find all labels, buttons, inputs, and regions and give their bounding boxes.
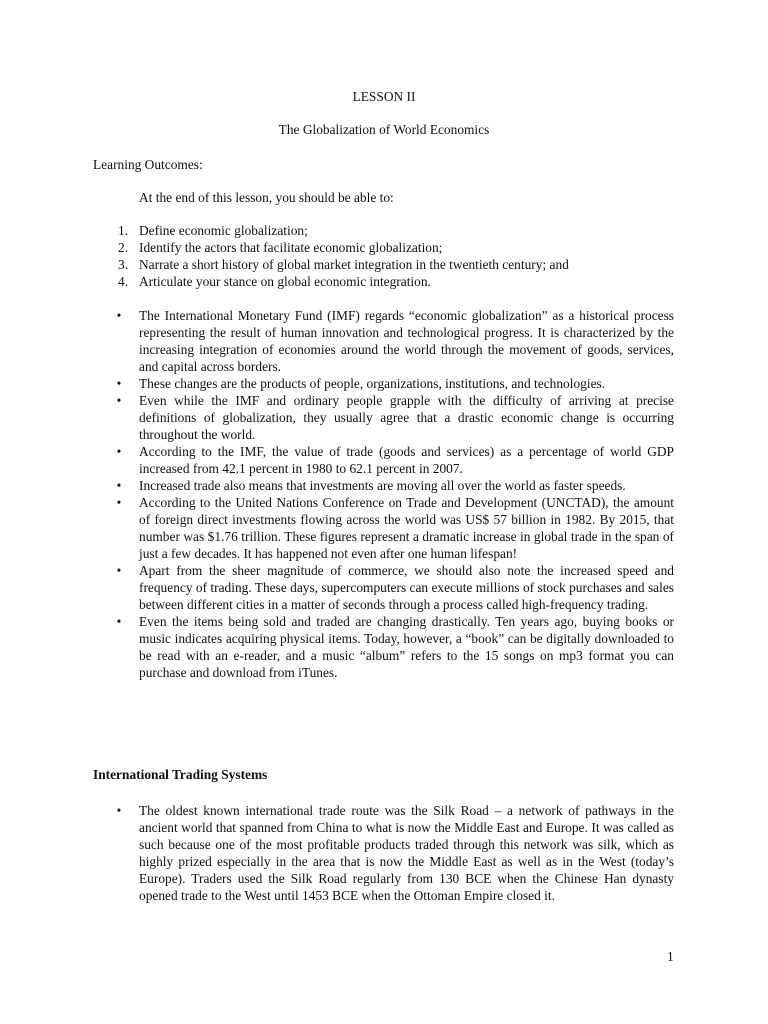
bullet-item [112, 494, 674, 562]
outcome-number: 3. [118, 257, 129, 272]
bullet-item [112, 307, 674, 375]
bullet-item [112, 375, 674, 392]
bullet-icon: • [116, 803, 122, 818]
bullet-text: Even while the IMF and ordinary people grapple with the difficulty of arriving at precise definitions of globalization, they usually agree that a drastic economic change is occurring throughout the world. [139, 393, 674, 442]
outcome-number: 4. [118, 274, 129, 289]
bullet-icon: • [116, 478, 122, 493]
page-number: 1 [667, 949, 674, 964]
bullet-item [112, 562, 674, 613]
outcome-text: Define economic globalization; [139, 223, 308, 238]
bullet-icon: • [116, 308, 122, 323]
bullet-text: According to the IMF, the value of trade (goods and services) as a percentage of world GDP increased from 42.1 percent in 1980 to 62.1 percent in 2007. [139, 444, 674, 476]
bullet-text: These changes are the products of people, organizations, institutions, and technologies. [139, 376, 606, 391]
bullet-icon: • [116, 444, 122, 459]
outcome-item [118, 256, 569, 273]
intro-text: At the end of this lesson, you should be able to: [139, 190, 394, 205]
bullet-item [112, 613, 674, 681]
bullet-text: The oldest known international trade route was the Silk Road – a network of pathways in the ancient world that spanned from China to what is now the Middle East and Europe. It was called as such because one of the most profitable products traded through this network was silk, which as highly prized especially in the area that is now the Middle East as well as in the West (today’s Europe). Traders used the Silk Road regularly from 130 BCE when the Chinese Han dynasty opened trade to the West until 1453 BCE when the Ottoman Empire closed it. [139, 803, 674, 903]
bullet-text: Even the items being sold and traded are changing drastically. Ten years ago, buying books or music indicates acquiring physical items. Today, however, a “book” can be digitally downloaded to be read with an e-reader, and a music “album” refers to the 15 songs on mp3 format you can purchase and download from iTunes. [139, 614, 674, 680]
bullet-text: Apart from the sheer magnitude of commerce, we should also note the increased speed and frequency of trading. These days, supercomputers can execute millions of stock purchases and sales between different cities in a matter of seconds through a process called high-frequency trading. [139, 563, 674, 612]
outcome-text: Narrate a short history of global market integration in the twentieth century; and [139, 257, 569, 272]
bullet-icon: • [116, 495, 122, 510]
bullet-item [112, 392, 674, 443]
outcome-item [118, 273, 569, 290]
outcome-text: Identify the actors that facilitate economic globalization; [139, 240, 443, 255]
outcome-item [118, 222, 569, 239]
bullet-icon: • [116, 393, 122, 408]
outcome-item [118, 239, 569, 256]
bullet-icon: • [116, 614, 122, 629]
outcome-number: 2. [118, 240, 129, 255]
trading-systems-bullet-list [112, 802, 674, 904]
bullet-text: Increased trade also means that investments are moving all over the world as faster speeds. [139, 478, 626, 493]
outcomes-list [118, 222, 569, 290]
outcome-number: 1. [118, 223, 129, 238]
bullet-item [112, 477, 674, 494]
bullet-text: The International Monetary Fund (IMF) regards “economic globalization” as a historical process representing the result of human innovation and technological progress. It is characterized by the increasing integration of economies around the world through the movement of goods, services, and capital across borders. [139, 308, 674, 374]
bullet-item [112, 443, 674, 477]
bullet-icon: • [116, 376, 122, 391]
learning-outcomes-heading: Learning Outcomes: [93, 157, 203, 172]
section-heading-trading-systems: International Trading Systems [93, 767, 268, 782]
page-title: The Globalization of World Economics [278, 122, 490, 137]
lesson-label: LESSON II [352, 89, 416, 104]
bullet-icon: • [116, 563, 122, 578]
outcome-text: Articulate your stance on global economic integration. [139, 274, 431, 289]
globalization-bullet-list [112, 307, 674, 681]
bullet-text: According to the United Nations Conference on Trade and Development (UNCTAD), the amount of foreign direct investments flowing across the world was US$ 57 billion in 1982. By 2015, that number was $1.76 trillion. These figures represent a dramatic increase in global trade in the span of just a few decades. It has happened not even after one human lifespan! [139, 495, 674, 561]
bullet-item [112, 802, 674, 904]
